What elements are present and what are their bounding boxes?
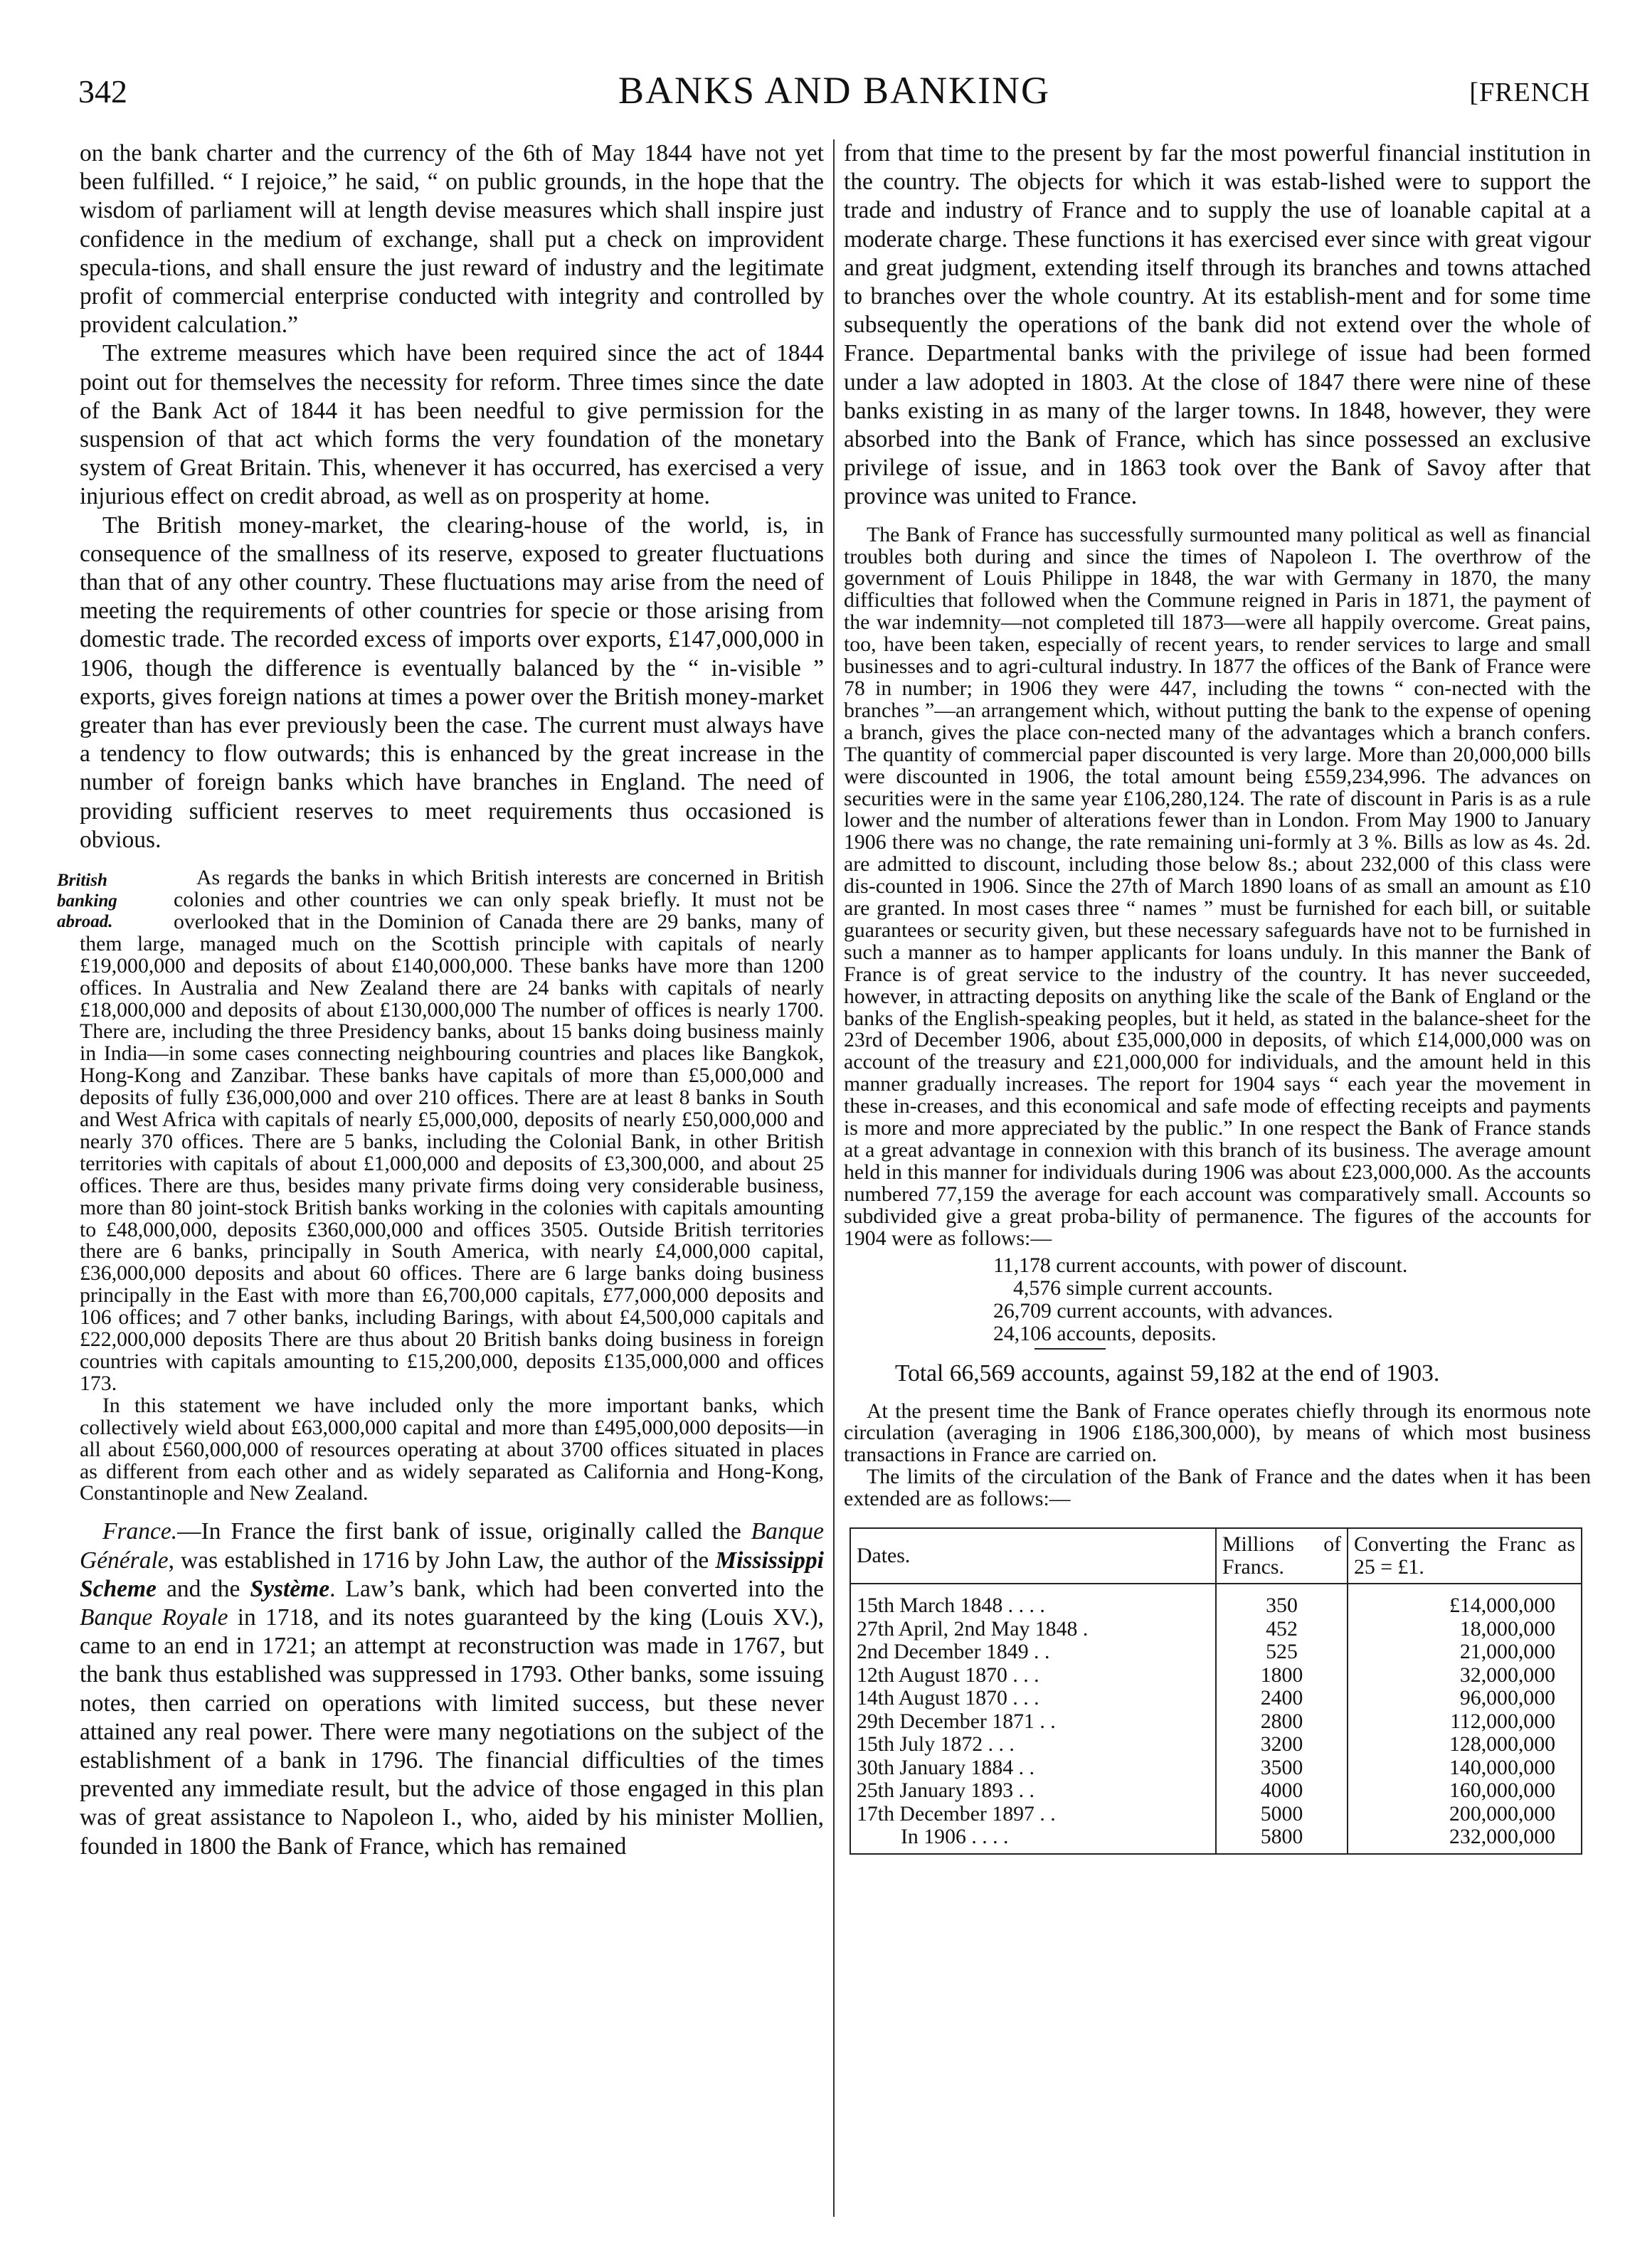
table-row: 25th January 1893 . . 4000 160,000,000 [850, 1779, 1582, 1803]
page-header [78, 68, 1590, 125]
paragraph-france: France.—In France the first bank of issue, originally called the Banque Générale, was established in 1716 by John Law, the author of the Mississippi Scheme and the Système. Law’s bank, which had been converted into the Banque Royale in 1718, and its notes guaranteed by the king (Louis XV.), came to an end in 1721; an attempt at reconstruction was made in 1767, but the bank thus established was suppressed in 1793. Other banks, some issuing notes, then carried on operations with limited success, but these never attained any real power. There were many negotiations on the subject of the establishment of a bank in 1796. The financial difficulties of the times prevented any immediate result, but the advice of those engaged in this plan was of great assistance to Napoleon I., who, aided by his minister Mollien, founded in 1800 the Bank of France, which has remained [80, 1518, 825, 1860]
table-row: 2nd December 1849 . . 525 21,000,000 [850, 1641, 1582, 1664]
left-column [57, 139, 825, 1861]
column-divider [833, 139, 835, 2217]
paragraph: The limits of the circulation of the Bank of France and the dates when it has been extended are as follows:— [844, 1465, 1591, 1511]
side-note: British banking abroad. [57, 871, 117, 932]
table-header-row [850, 1528, 1582, 1584]
paragraph: The British money-market, the clearing-house of the world, is, in consequence of the smallness of its reserve, exposed to greater fluctuations than that of any other country. These fluctuations may arise from the need of meeting the requirements of other countries for specie or those arising from domestic trade. The recorded excess of imports over exports, £147,000,000 in 1906, though the difference is eventually balanced by the “ in-visible ” exports, gives foreign nations at times a power over the British money-market greater than has ever previously been the case. The current must always have a tendency to flow outwards; this is enhanced by the great increase in the number of foreign banks which have branches in England. The need of providing sufficient reserves to meet requirements thus occasioned is obvious. [80, 512, 824, 853]
right-column [844, 139, 1591, 1855]
list-item: 11,178 current accounts, with power of discount. [993, 1253, 1408, 1277]
table-row: 15th March 1848 . . . . 350 £14,000,000 [850, 1584, 1582, 1618]
paragraph: The extreme measures which have been required since the act of 1844 point out for themselves the necessity for reform. Three times since the date of the Bank Act of 1844 it has been needful to give permission for the suspension of that act which forms the very foundation of the monetary system of Great Britain. This, whenever it has occurred, has exercised a very injurious effect on credit abroad, as well as on prosperity at home. [80, 340, 824, 510]
catchword: [FRENCH [1469, 78, 1590, 107]
column-header: Converting the Franc as 25 = £1. [1348, 1528, 1582, 1584]
circulation-table [850, 1527, 1582, 1855]
paragraph-text: As regards the banks in which British interests are concerned in British colonies and other countries we can only speak briefly. It must not be overlooked that in the Dominion of Canada there are 29 banks, many of them large, managed much on the Scottish principle with capitals of nearly £19,000,000 and deposits of about £140,000,000. These banks have more than 1200 offices. In Australia and New Zealand there are 24 banks with capitals of nearly £18,000,000 and deposits of about £130,000,000 The number of offices is nearly 1700. There are, including the three Presidency banks, about 15 banks doing business mainly in India—in some cases connecting neighbouring countries and places like Bangkok, Hong-Kong and Zanzibar. These banks have capitals of more than £5,000,000 and deposits of fully £36,000,000 and over 210 offices. There are at least 8 banks in South and West Africa with capitals of nearly £5,000,000, deposits of nearly £50,000,000 and nearly 370 offices. There are 5 banks, including the Colonial Bank, in other British territories with capitals of about £1,000,000 and deposits of £3,300,000, and about 25 offices. There are thus, besides many private firms doing very considerable business, more than 80 joint-stock British banks working in the colonies with capitals amounting to £48,000,000, deposits £360,000,000 and offices 3505. Outside British territories there are 6 banks, principally in South America, with nearly £4,000,000 capital, £36,000,000 deposits and about 60 offices. There are 6 large banks doing business principally in the East with more than £6,700,000 capitals, £77,000,000 deposits and 106 offices; and 7 other banks, including Barings, with about £4,500,000 capitals and £22,000,000 deposits There are thus about 20 British banks doing business in foreign countries with capitals amounting to £15,200,000, deposits £135,000,000 and offices 173. [80, 866, 824, 1395]
accounts-list [993, 1254, 1591, 1345]
paragraph: In this statement we have included only the more important banks, which collectively wield about £63,000,000 capital and more than £495,000,000 deposits—in all about £560,000,000 of resources operating at about 3700 offices situated in places as different from each other and as widely separated as California and Hong-Kong, Constantinople and New Zealand. [80, 1393, 824, 1505]
sum-rule [1034, 1348, 1106, 1350]
list-item: 24,106 accounts, deposits. [993, 1321, 1217, 1345]
paragraph: The Bank of France has successfully surmounted many political as well as financial troubles both during and since the times of Napoleon I. The overthrow of the government of Louis Philippe in 1848, the war with Germany in 1870, the many difficulties that followed when the Commune reigned in Paris in 1871, the payment of the war indemnity—not completed till 1873—were all happily overcome. Great pains, too, have been taken, especially of recent years, to render services to large and small businesses and to agri-cultural industry. In 1877 the offices of the Bank of France were 78 in number; in 1906 they were 447, including the towns “ con-nected with the branches ”—an arrangement which, without putting the bank to the expense of opening a branch, gives the place con-nected many of the advantages which a branch confers. The quantity of commercial paper discounted is very large. More than 20,000,000 bills were discounted in 1906, the total amount being £559,234,996. The advances on securities were in the same year £106,280,124. The rate of discount in Paris is as a rule lower and the number of alterations fewer than in London. From May 1900 to January 1906 there was no change, the rate remaining uni-formly at 3 %. Bills as low as 4s. 2d. are admitted to discount, including those below 8s.; about 232,000 of this class were dis-counted in 1906. Since the 27th of March 1890 loans of as small an amount as £10 are granted. In most cases three “ names ” must be furnished for each bill, or suitable guarantees or security given, but these necessary safeguards have not to be furnished in such a manner as to hamper applicants for loans unduly. In this manner the Bank of France is of great service to the industry of the country. It has never succeeded, however, in attracting deposits on anything like the scale of the Bank of England or the banks of the English-speaking peoples, but it held, as stated in the balance-sheet for the 23rd of December 1906, about £35,000,000 in deposits, of which £14,000,000 was on account of the treasury and £21,000,000 for individuals, and the amount held in this manner gradually increases. The report for 1904 says “ each year the movement in these in-creases, and this economical and safe mode of effecting receipts and payments is more and more appreciated by the public.” In one respect the Bank of France stands at a great advantage in connexion with this branch of its business. The average amount held in this manner for individuals during 1906 was about £23,000,000. As the accounts numbered 77,159 the average for each account was comparatively small. Accounts so subdivided give a great proba-bility of permanence. The figures of the accounts for 1904 were as follows:— [844, 522, 1591, 1250]
table-row: 17th December 1897 . . 5000 200,000,000 [850, 1803, 1582, 1826]
paragraph: At the present time the Bank of France operates chiefly through its enormous note circulation (averaging in 1906 £186,300,000), by means of which most business transactions in France are carried on. [844, 1399, 1591, 1467]
running-title: BANKS AND BANKING [618, 69, 1051, 112]
table-row: 14th August 1870 . . . 2400 96,000,000 [850, 1687, 1582, 1710]
table-row: 12th August 1870 . . . 1800 32,000,000 [850, 1664, 1582, 1687]
table-row: 15th July 1872 . . . 3200 128,000,000 [850, 1733, 1582, 1756]
list-item: 26,709 current accounts, with advances. [993, 1298, 1333, 1323]
table-row: In 1906 . . . . 5800 232,000,000 [850, 1825, 1582, 1854]
paragraph-banking-abroad [57, 866, 824, 1395]
page-number: 342 [78, 73, 127, 110]
table-row: 29th December 1871 . . 2800 112,000,000 [850, 1710, 1582, 1734]
accounts-total: Total 66,569 accounts, against 59,182 at the end of 1903. [895, 1360, 1440, 1387]
section-lead: France. [102, 1518, 178, 1545]
column-header: Millions of Francs. [1216, 1528, 1348, 1584]
table-row: 27th April, 2nd May 1848 . 452 18,000,000 [850, 1618, 1582, 1641]
list-item: 4,576 simple current accounts. [1013, 1276, 1273, 1300]
column-header: Dates. [850, 1528, 1216, 1584]
paragraph: on the bank charter and the currency of the 6th of May 1844 have not yet been fulfilled. “ I rejoice,” he said, “ on public grounds, in the hope that the wisdom of parliament will at length devise measures which shall inspire just confidence in the medium of exchange, shall put a check on improvident specula-tions, and shall ensure the just reward of industry and the legitimate profit of commercial enterprise conducted with integrity and controlled by provident calculation.” [80, 140, 824, 339]
paragraph: from that time to the present by far the most powerful financial institution in the country. The objects for which it was estab-lished were to support the trade and industry of France and to supply the use of loanable capital at a moderate charge. These functions it has exercised ever since with great vigour and great judgment, extending itself through its branches and towns attached to branches over the whole country. At its establish-ment and for some time subsequently the operations of the bank did not extend over the whole of France. Departmental banks with the privilege of issue had been formed under a law adopted in 1803. At the close of 1847 there were nine of these banks existing in as many of the larger towns. In 1848, however, they were absorbed into the Bank of France, which has since possessed an exclusive privilege of issue, and in 1863 took over the Bank of Savoy after that province was united to France. [844, 140, 1591, 510]
table-row: 30th January 1884 . . 3500 140,000,000 [850, 1756, 1582, 1780]
